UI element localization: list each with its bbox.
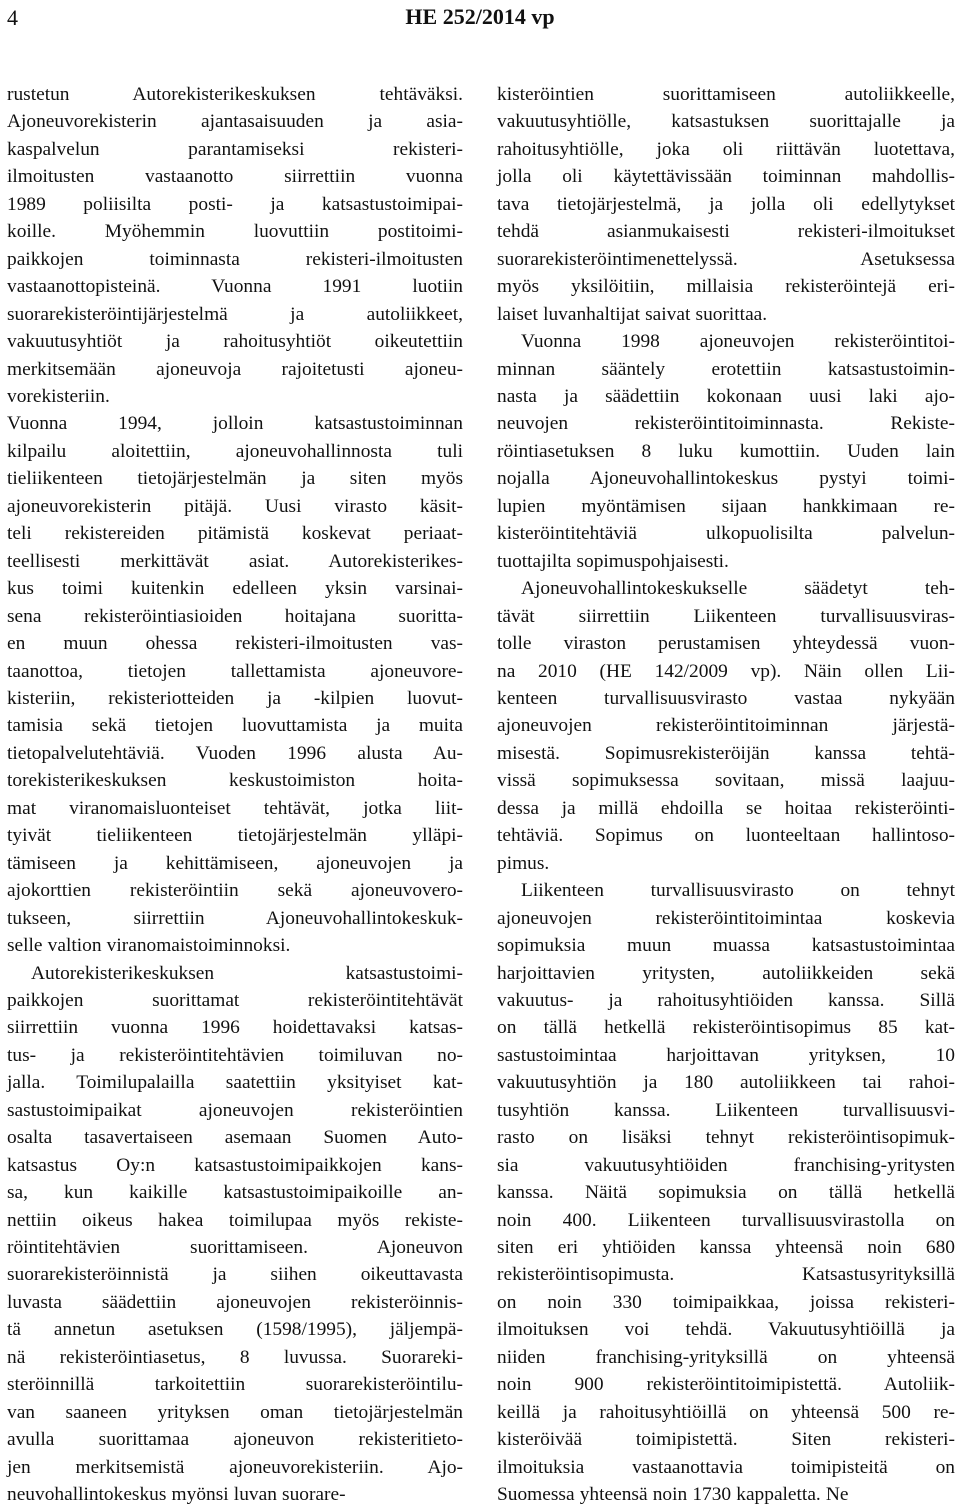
paragraph	[497, 575, 955, 877]
text-line: Ajoneuvohallintokeskukselle säädetyt teh-	[521, 578, 955, 600]
text-line: tehtäviä. Sopimus on luonteeltaan hallintoso-	[497, 825, 955, 847]
text-line: kus toimi kuitenkin edelleen yksin varsinai-	[7, 578, 463, 600]
text-line: rustetun Autorekisterikeskuksen tehtäväksi.	[7, 84, 463, 105]
text-line: vastaanottopisteinä. Vuonna 1991 luotiin	[7, 276, 463, 298]
paragraph	[497, 81, 955, 328]
text-line: Liikenteen turvallisuusvirasto on tehnyt	[521, 880, 955, 902]
text-line: sopimuksia muun muassa katsastustoimintaa	[497, 935, 955, 957]
text-line: 1989 poliisilta posti- ja katsastustoimipai-	[7, 193, 463, 215]
text-line: nasta ja säädettiin kokonaan uusi laki ajo-	[497, 385, 955, 407]
text-line: röintiasetuksen 8 luku kumottiin. Uuden lain	[497, 440, 955, 462]
text-line: vissä sopimuksessa sovitaan, missä laajuu-	[497, 770, 955, 792]
text-line: teli rekistereiden pitämistä koskevat periaat-	[7, 523, 463, 545]
text-line: ajoneuvorekisterin pitäjä. Uusi virasto käsit-	[7, 495, 463, 517]
text-line: tus- ja rekisteröintitehtävien toimiluvan no-	[7, 1044, 463, 1066]
page-number: 4	[7, 5, 18, 30]
text-line: mat viranomaisluonteiset tehtävät, jotka liit-	[7, 797, 463, 819]
text-line: koille. Myöhemmin luovuttiin postitoimi-	[7, 221, 463, 243]
text-line: vakuutus- ja rahoitusyhtiöiden kanssa. Sillä	[497, 989, 955, 1011]
text-line: tuottajilta sopimuspohjaisesti.	[497, 550, 729, 572]
text-line: tukseen, siirrettiin Ajoneuvohallintokeskuk-	[7, 907, 463, 929]
text-line: kisteröintitehtäviä ulkopuolisilta palvelun-	[497, 523, 955, 545]
text-line: nojalla Ajoneuvohallintokeskus pystyi toimi-	[497, 468, 955, 490]
text-line: sena rekisteröintiasioiden hoitajana suoritta-	[7, 605, 463, 627]
text-line: röintitehtävien suorittamiseen. Ajoneuvon	[7, 1237, 463, 1259]
text-line: kisteriin, rekisteriotteiden ja -kilpien luovut-	[7, 687, 463, 709]
text-line: nettiin oikeus hakea toimilupaa myös rekiste-	[7, 1209, 463, 1231]
text-line: neuvohallintokeskus myönsi luvan suorare-	[7, 1484, 346, 1506]
text-line: selle valtion viranomaistoiminnoksi.	[7, 935, 291, 957]
text-line: tieliikenteen tietojärjestelmän ja siten myös	[7, 468, 463, 490]
text-line: kisteröintien suorittamiseen autoliikkeelle,	[497, 84, 955, 105]
text-line: on tällä hetkellä rekisteröintisopimus 85 kat-	[497, 1017, 955, 1039]
text-line: dessa ja millä ehdoilla se hoitaa rekisteröinti-	[497, 797, 955, 819]
text-line: luvasta säädettiin ajoneuvojen rekisteröinnis-	[7, 1291, 463, 1313]
text-line: tehdä asianmukaisesti rekisteri-ilmoitukset	[497, 221, 955, 243]
text-line: paikkojen suorittamat rekisteröintitehtävät	[7, 989, 463, 1011]
text-line: vakuutusyhtiön ja 180 autoliikkeen tai rahoi-	[497, 1072, 955, 1094]
text-line: torekisterikeskuksen keskustoimiston hoita-	[7, 770, 463, 792]
text-line: taanottoa, tietojen tallettamista ajoneuvore-	[7, 660, 463, 682]
paragraph	[7, 960, 463, 1509]
paragraph	[497, 328, 955, 575]
text-line: tolle viraston perustamisen yhteydessä vuon-	[497, 633, 955, 655]
text-line: ilmoituksen voi tehdä. Vakuutusyhtiöillä ja	[497, 1319, 955, 1341]
text-line: tusyhtiön kanssa. Liikenteen turvallisuusvi-	[497, 1099, 955, 1121]
text-line: merkitsemään ajoneuvoja rajoitetusti ajoneu-	[7, 358, 463, 380]
text-line: neuvojen rekisteröintitoiminnasta. Rekiste-	[497, 413, 955, 435]
text-line: suorarekisteröintijärjestelmä ja autoliikkeet,	[7, 303, 463, 325]
text-line: tävät siirrettiin Liikenteen turvallisuusviras-	[497, 605, 955, 627]
text-line: osalta tasavertaiseen asemaan Suomen Auto-	[7, 1127, 463, 1149]
text-line: siirrettiin vuonna 1996 hoidettavaksi katsas-	[7, 1017, 463, 1039]
text-line: tava tietojärjestelmä, ja jolla oli edellytykset	[497, 193, 955, 215]
text-line: vorekisteriin.	[7, 385, 110, 407]
page-header	[0, 0, 960, 40]
text-line: minnan sääntely erotettiin katsastustoimin-	[497, 358, 955, 380]
text-line: kaspalvelun parantamiseksi rekisteri-	[7, 138, 463, 160]
text-line: kisteröivää toimipistettä. Siten rekisteri-	[497, 1429, 955, 1451]
text-line: tamisia sekä tietojen luovuttamista ja muita	[7, 715, 463, 737]
text-line: Autorekisterikeskuksen katsastustoimi-	[31, 962, 463, 984]
text-line: lupien myöntämisen sijaan hankkimaan re-	[497, 495, 955, 517]
text-line: van saaneen yrityksen oman tietojärjestelmän	[7, 1401, 463, 1423]
text-line: jolla oli käytettävissään toiminnan mahdollis-	[497, 166, 955, 188]
text-line: rasto on lisäksi tehnyt rekisteröintisopimuk-	[497, 1127, 955, 1149]
text-line: suorarekisteröintimenettelyssä. Asetuksessa	[497, 248, 955, 270]
text-line: niiden franchising-yrityksillä on yhteensä	[497, 1346, 955, 1368]
text-line: tyivät tieliikenteen tietojärjestelmän ylläpi-	[7, 825, 463, 847]
paragraph	[497, 877, 955, 1508]
right-text-column	[497, 81, 955, 1509]
text-line: noin 400. Liikenteen turvallisuusvirastolla on	[497, 1209, 955, 1231]
text-line: kenteen turvallisuusvirasto vastaa nykyään	[497, 687, 955, 709]
document-id: HE 252/2014 vp	[405, 4, 555, 29]
text-line: Vuonna 1998 ajoneuvojen rekisteröintitoi-	[521, 331, 955, 353]
text-line: katsastus Oy:n katsastustoimipaikkojen kans-	[7, 1154, 463, 1176]
text-line: siten eri yhtiöiden kanssa yhteensä noin 680	[497, 1237, 955, 1259]
text-line: on noin 330 toimipaikkaa, joissa rekisteri-	[497, 1291, 955, 1313]
text-line: kanssa. Näitä sopimuksia on tällä hetkellä	[497, 1182, 955, 1204]
text-line: sastustoimintaa harjoittavan yrityksen, 10	[497, 1044, 955, 1066]
text-line: steröinnillä tarkoitettiin suorarekisteröintilu-	[7, 1374, 463, 1396]
text-line: Ajoneuvorekisterin ajantasaisuuden ja asia-	[7, 111, 463, 133]
text-line: keillä ja rahoitusyhtiöillä on yhteensä 500 re-	[497, 1401, 955, 1423]
text-line: myös yksilöitiin, millaisia rekisteröintejä eri-	[497, 276, 955, 298]
text-line: nä rekisteröintiasetus, 8 luvussa. Suorareki-	[7, 1346, 463, 1368]
text-line: laiset luvanhaltijat saivat suorittaa.	[497, 303, 768, 325]
text-line: jalla. Toimilupalailla saatettiin yksityiset kat-	[7, 1072, 463, 1094]
text-line: teellisesti merkittävät asiat. Autorekisterikes-	[7, 550, 463, 572]
text-line: vakuutusyhtiöt ja rahoitusyhtiöt oikeutettiin	[7, 331, 463, 353]
paragraph	[7, 410, 463, 959]
text-line: ajoneuvojen rekisteröintitoiminnan järjestä-	[497, 715, 955, 737]
text-line: ajoneuvojen rekisteröintitoimintaa koskevia	[497, 907, 955, 929]
text-line: tämiseen ja kehittämiseen, ajoneuvojen ja	[7, 852, 463, 874]
text-line: tä annetun asetuksen (1598/1995), jäljempä-	[7, 1319, 463, 1341]
text-line: Vuonna 1994, jolloin katsastustoiminnan	[7, 413, 463, 435]
text-line: sia vakuutusyhtiöiden franchising-yritysten	[497, 1154, 955, 1176]
text-line: sastustoimipaikat ajoneuvojen rekisteröintien	[7, 1099, 463, 1121]
text-line: ilmoituksia vastaanottavia toimipisteitä on	[497, 1456, 955, 1478]
text-line: sa, kun kaikille katsastustoimipaikoille an-	[7, 1182, 463, 1204]
text-line: harjoittavien yritysten, autoliikkeiden sekä	[497, 962, 955, 984]
text-line: kilpailu aloitettiin, ajoneuvohallinnosta tuli	[7, 440, 463, 462]
text-line: paikkojen toiminnasta rekisteri-ilmoitusten	[7, 248, 463, 270]
text-line: jen merkitsemistä ajoneuvorekisteriin. Ajo-	[7, 1456, 463, 1478]
text-line: ajokorttien rekisteröintiin sekä ajoneuvovero-	[7, 880, 463, 902]
text-line: ilmoitusten vastaanotto siirrettiin vuonna	[7, 166, 463, 188]
text-line: na 2010 (HE 142/2009 vp). Näin ollen Lii-	[497, 660, 955, 682]
text-line: tietopalvelutehtäviä. Vuoden 1996 alusta Au-	[7, 742, 463, 764]
paragraph	[7, 81, 463, 410]
text-line: Suomessa yhteensä noin 1730 kappaletta. Ne	[497, 1484, 849, 1506]
left-text-column	[7, 81, 463, 1509]
text-line: en muun ohessa rekisteri-ilmoitusten vas-	[7, 633, 463, 655]
text-line: pimus.	[497, 852, 550, 874]
text-line: rahoitusyhtiölle, joka oli riittävän luotettava,	[497, 138, 955, 160]
text-line: rekisteröintisopimusta. Katsastusyrityksillä	[497, 1264, 955, 1286]
text-line: avulla suorittamaa ajoneuvon rekisteritieto-	[7, 1429, 463, 1451]
text-line: vakuutusyhtiölle, katsastuksen suorittajalle ja	[497, 111, 955, 133]
text-line: suorarekisteröinnistä ja siihen oikeuttavasta	[7, 1264, 463, 1286]
text-line: noin 900 rekisteröintitoimipistettä. Autoliik-	[497, 1374, 955, 1396]
text-line: misestä. Sopimusrekisteröijän kanssa tehtä-	[497, 742, 955, 764]
